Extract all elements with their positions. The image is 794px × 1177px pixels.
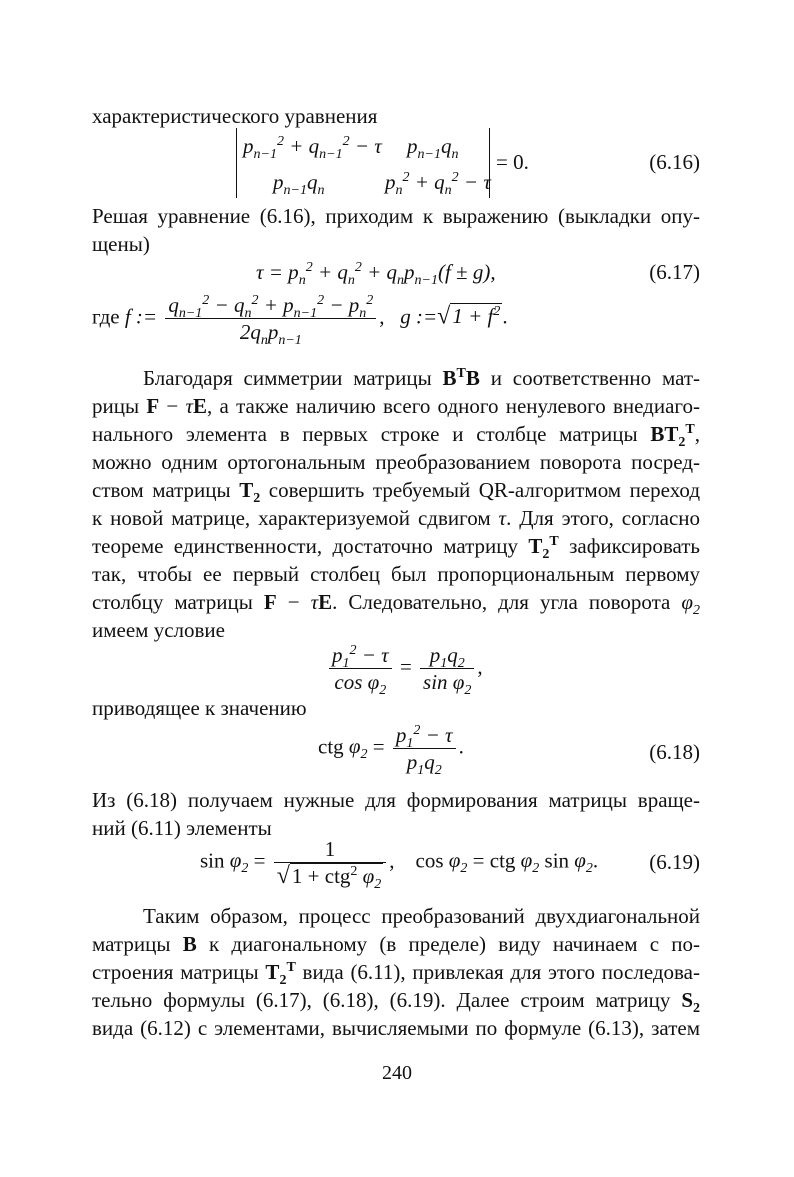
text-line: приводящее к значению: [92, 696, 307, 720]
text-line: строения матрицы $T_2^T$ вида (6.11), привлекая для этого последова-: [92, 960, 700, 989]
text-line: так, чтобы ее первый столбец был пропорциональным первому: [92, 562, 700, 586]
matrix-cell: $p_{n-1}q_n$: [273, 170, 325, 199]
text-line: вида (6.12) с элементами, вычисляемыми по формуле (6.13), затем: [92, 1016, 700, 1040]
matrix-cell: $p_{n-1}q_n$: [407, 134, 459, 163]
text-line: щены): [92, 232, 150, 256]
text-line: ний (6.11) элементы: [92, 816, 272, 840]
text-line: столбцу матрицы F − τE. Следовательно, для угла поворота $\varphi_2$: [92, 590, 700, 619]
equation-number: (6.17): [649, 260, 700, 284]
condition-equation: $\frac{p_1^2 - \tau}{\cos \varphi_2}$ = $\frac{p_1q_2}{\sin \varphi_2}$ ,: [326, 642, 483, 695]
text-line: нального элемента в первых строке и столбце матрицы $BT_2^T$,: [92, 422, 700, 451]
text-line: Благодаря симметрии матрицы $B^TB$ и соответственно мат-: [143, 366, 701, 390]
text-line: можно одним ортогональным преобразованием поворота посред-: [92, 450, 700, 474]
text-line: характеристического уравнения: [92, 104, 378, 128]
text-line: Таким образом, процесс преобразований двухдиагональной: [143, 904, 700, 928]
determinant-matrix: [236, 128, 490, 198]
text-line: Из (6.18) получаем нужные для формирования матрицы враще-: [92, 788, 700, 812]
text-line: рицы F − τE, а также наличию всего одного ненулевого внедиаго-: [92, 394, 701, 418]
text-prefix: где: [92, 304, 120, 329]
text-line: имеем условие: [92, 618, 225, 642]
text-line: теореме единственности, достаточно матрицу $T_2^T$ зафиксировать: [92, 534, 700, 563]
definition-f-g: где f := $\frac{q_{n-1}^2 - q_n^2 + p_{n-1}^2 - p_n^2}{2q_np_{n-1}}$ , g :=√1 + $f^2$.: [92, 293, 508, 349]
text-line: Решая уравнение (6.16), приходим к выражению (выкладки опу-: [92, 204, 700, 228]
equation-6-18: ctg $\varphi_2$ = $\frac{p_1^2 - \tau}{p_1q_2}$ .: [318, 723, 464, 779]
equation-6-19: $\sin \varphi_2$ = $\frac{1}{√1 + ctg^2 \varphi_2}$ , $\cos \varphi_2$ = ctg $\varphi_2$ $\sin \varphi_2$.: [200, 837, 599, 893]
equation-number: (6.16): [649, 150, 700, 174]
equation-6-17: $\tau = p_n^2 + q_n^2 + q_np_{n-1}(f \pm g)$,: [256, 260, 496, 289]
equation-rhs: = 0.: [496, 150, 529, 174]
page-number: 240: [382, 1062, 412, 1084]
matrix-cell: $p_n^2 + q_n^2 - \tau$: [385, 170, 491, 199]
text-line: к новой матрице, характеризуемой сдвигом τ. Для этого, согласно: [92, 506, 700, 530]
text-line: матрицы B к диагональному (в пределе) виду начинаем с по-: [92, 932, 701, 956]
equation-number: (6.18): [649, 740, 700, 764]
text-line: тельно формулы (6.17), (6.18), (6.19). Далее строим матрицу $S_2$: [92, 988, 700, 1017]
equation-number: (6.19): [649, 850, 700, 874]
matrix-cell: $p_{n-1}^2 + q_{n-1}^2 - \tau$: [243, 134, 382, 163]
text-line: ством матрицы $T_2$ совершить требуемый QR-алгоритмом переход: [92, 478, 701, 507]
